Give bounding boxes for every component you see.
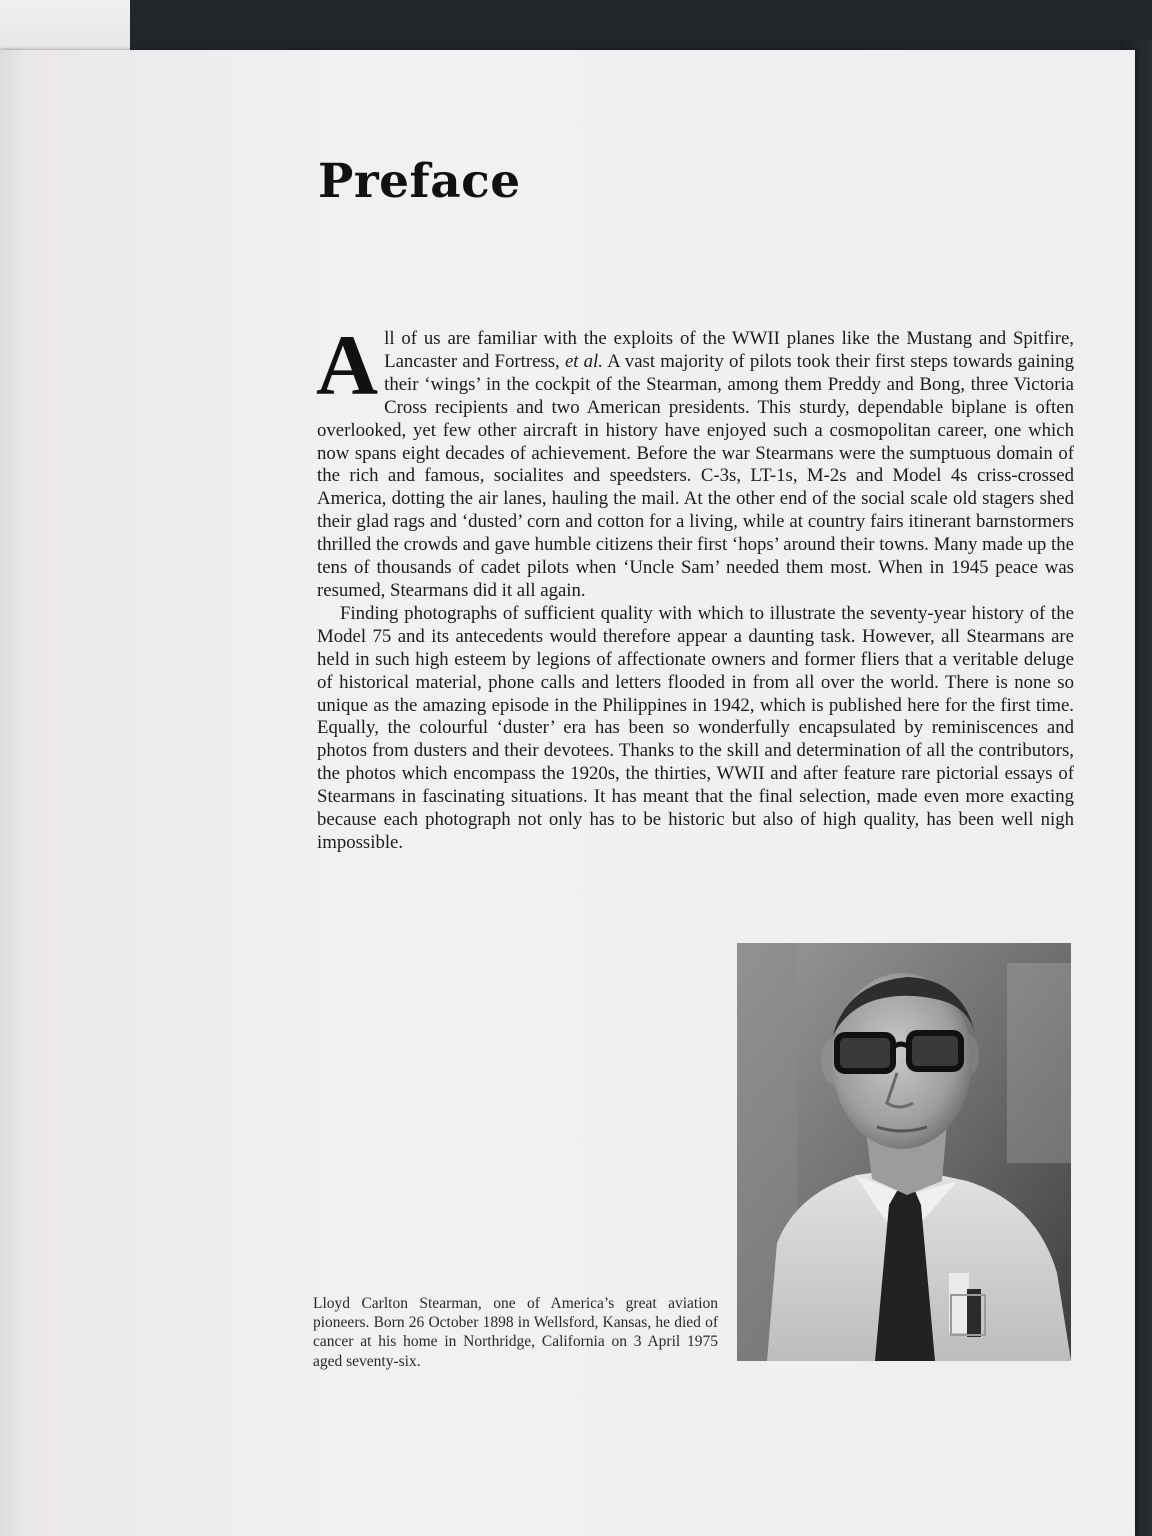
portrait-photo xyxy=(737,943,1071,1361)
drop-cap: A xyxy=(316,317,379,413)
paragraph-1 xyxy=(316,317,1074,603)
paragraph-2: Finding photographs of sufficient quality with which to illustrate the seventy-year history of the Model 75 and its antecedents would therefore appear a daunting task. However, all Stearmans are held in such high esteem by legions of affectionate owners and former fliers that a veritable deluge of historical material, phone calls and letters flooded in from all over the world. There is none so unique as the amazing episode in the Philippines in 1942, which is published here for the first time. Equally, the colourful ‘duster’ era has been so wonderfully encapsulated by reminiscences and photos from dusters and their devotees. Thanks to the skill and determination of all the contributors, the photos which encompass the 1920s, the thirties, WWII and after feature rare pictorial essays of Stearmans in fascinating situations. It has meant that the final selection, made even more exacting because each photograph not only has to be historic but also of high quality, has been well nigh impossible. xyxy=(317,602,1074,853)
paragraph-1-text: ll of us are familiar with the exploits of the WWII planes like the Mustang and Spitfire, Lancaster and Fortress, xyxy=(384,328,1074,372)
page-title: Preface xyxy=(318,154,521,209)
preface-body xyxy=(316,317,1074,855)
photo-caption: Lloyd Carlton Stearman, one of America’s great aviation pioneers. Born 26 October 1898 in Wellsford, Kansas, he died of cancer at his home in Northridge, California on 3 April 1975 aged seventy-six. xyxy=(313,1295,718,1370)
portrait-illustration xyxy=(737,943,1071,1361)
book-page xyxy=(0,50,1135,1536)
paragraph-1-emphasis: et al. xyxy=(564,350,603,372)
paragraph-1-tail: A vast majority of pilots took their first steps towards gaining their ‘wings’ in the cockpit of the Stearman, among them Preddy and Bong, three Victoria Cross recipients and two American presidents. This sturdy, dependable biplane is often overlooked, yet few other aircraft in history have enjoyed such a cosmopolitan career, one which now spans eight decades of achievement. Before the war Stearmans were the sumptuous domain of the rich and famous, socialites and speedsters. C-3s, LT-1s, M-2s and Model 4s criss-crossed America, dotting the air lanes, hauling the mail. At the other end of the social scale old stagers shed their glad rags and ‘dusted’ corn and cotton for a living, while at country fairs itinerant barnstormers thrilled the crowds and gave humble citizens their first ‘hops’ around their towns. Many made up the tens of thousands of cadet pilots when ‘Uncle Sam’ needed them most. When in 1945 peace was resumed, Stearmans did it all again. xyxy=(317,350,1074,601)
